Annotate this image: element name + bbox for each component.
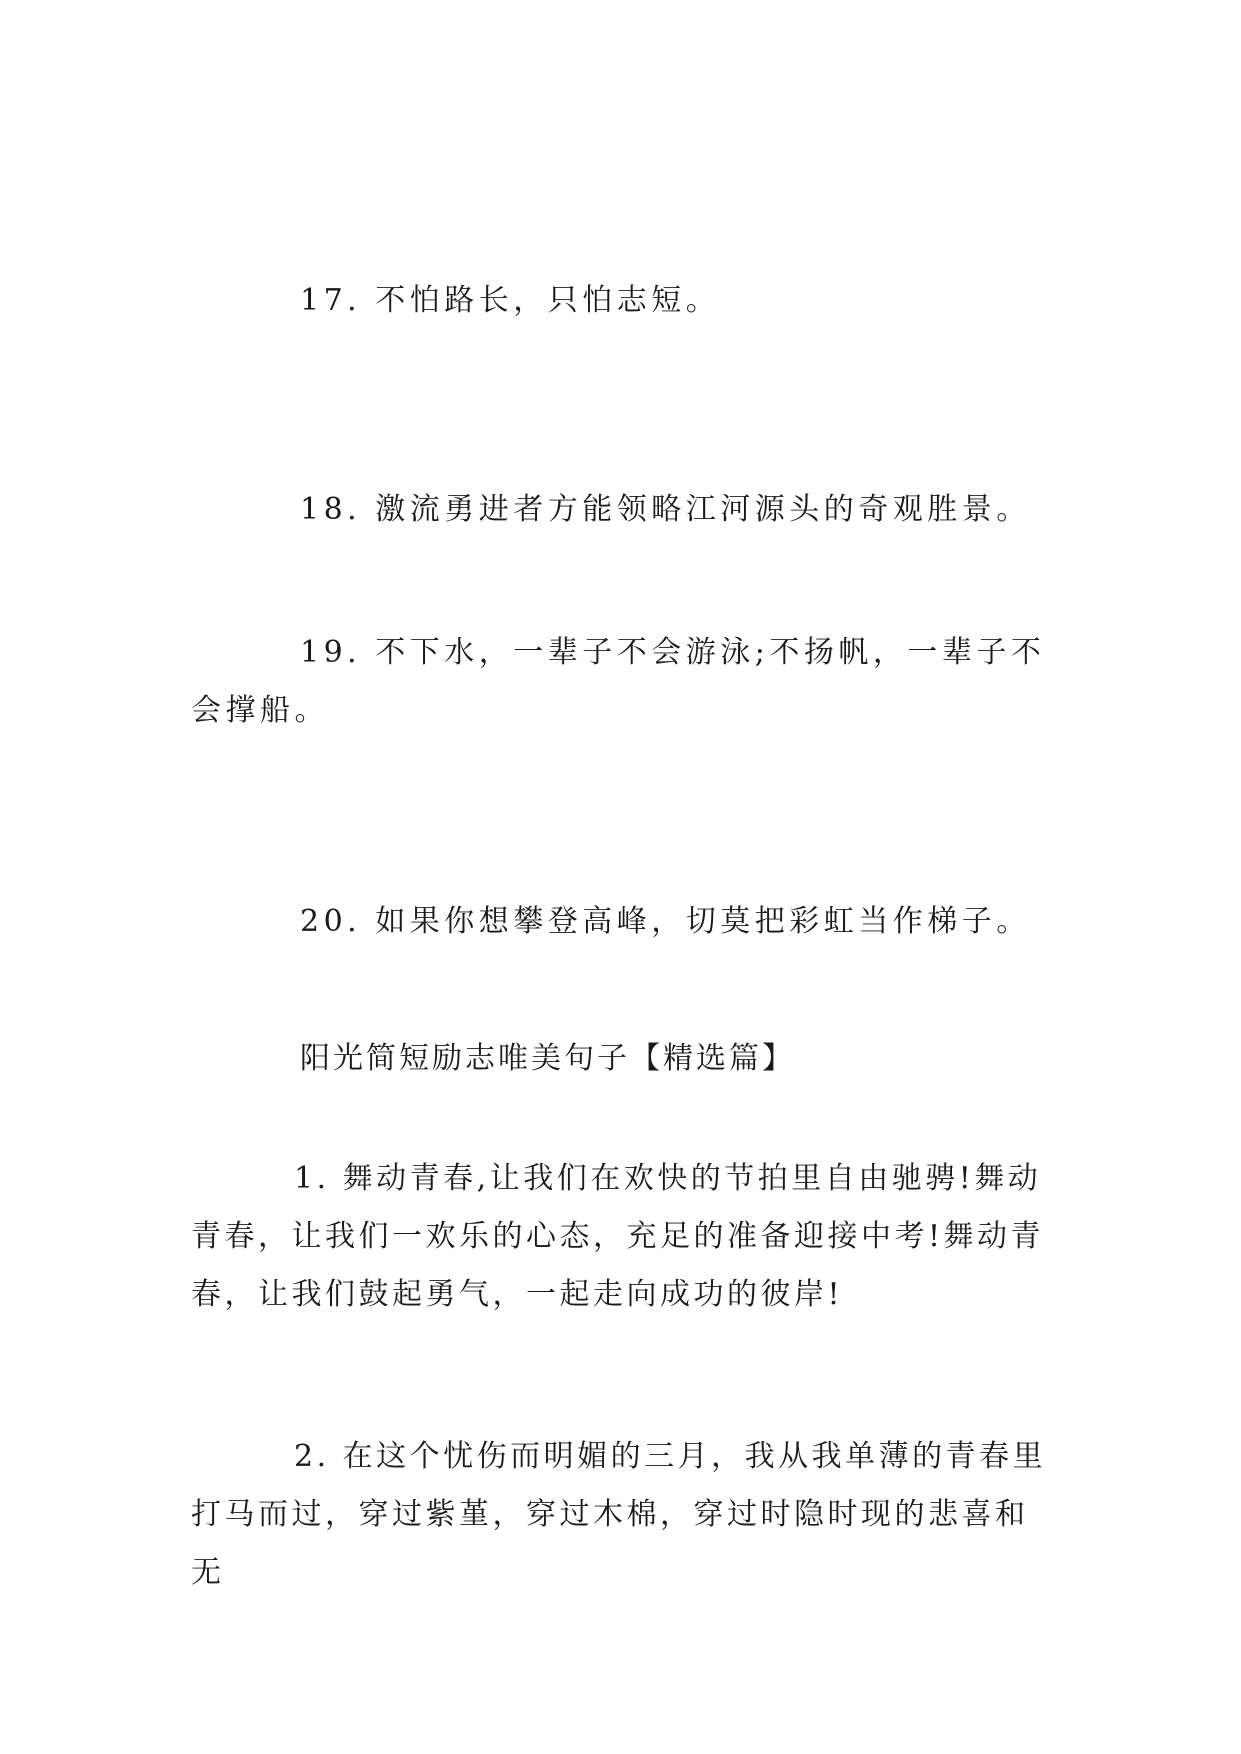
list-item-20: 20. 如果你想攀登高峰，切莫把彩虹当作梯子。 [300,904,1031,939]
list-item-17: 17. 不怕路长，只怕志短。 [300,283,721,318]
section-item-2: 2. 在这个忧伤而明媚的三月，我从我单薄的青春里打马而过，穿过紫堇，穿过木棉，穿过时隐时现的悲喜和无 [191,1439,1047,1590]
section-heading: 阳光简短励志唯美句子【精选篇】 [300,1041,795,1076]
list-item-18: 18. 激流勇进者方能领略江河源头的奇观胜景。 [300,492,1031,527]
list-item-19: 19. 不下水，一辈子不会游泳;不扬帆，一辈子不会撑船。 [191,635,1046,728]
section-item-1: 1. 舞动青春,让我们在欢快的节拍里自由驰骋!舞动青春，让我们一欢乐的心态，充足的准备迎接中考!舞动青春，让我们鼓起勇气，一起走向成功的彼岸! [191,1161,1045,1312]
